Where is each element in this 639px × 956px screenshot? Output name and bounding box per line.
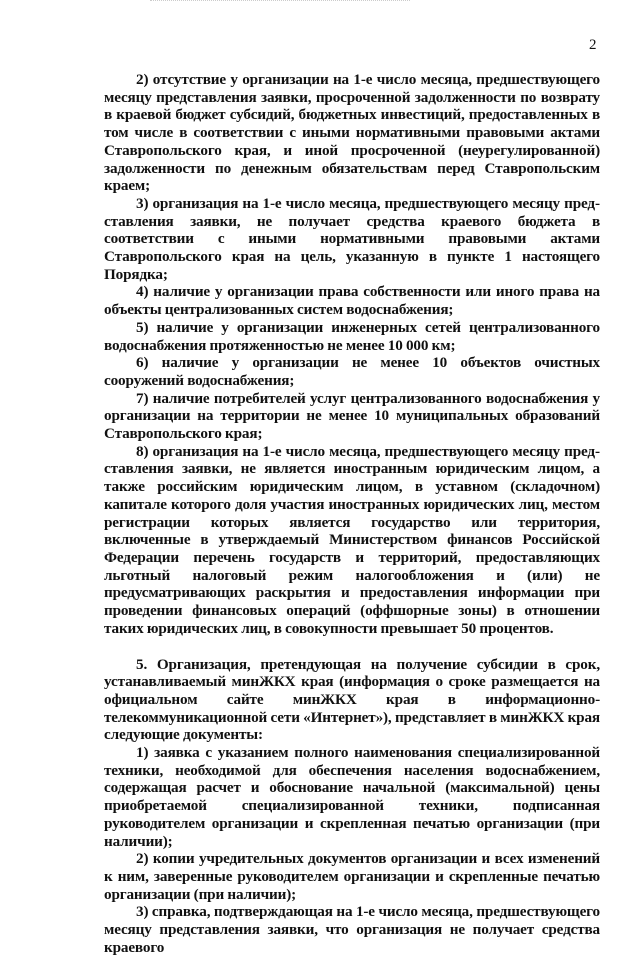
scan-artifact xyxy=(150,0,410,7)
paragraph-item-6: 6) наличие у организации не менее 10 объектов очистных сооружений водоснабжения; xyxy=(104,354,600,389)
section-gap xyxy=(104,638,600,656)
paragraph-section-5: 5. Организация, претендующая на получение субсидии в срок, устанавливаемый минЖКХ края (информация о сроке размещается на официальном сайте минЖКХ края в информационно-телекоммуникационной сети «Интернет»), представляет в минЖКХ края следующие документы: xyxy=(104,655,600,744)
paragraph-item-2: 2) отсутствие у организации на 1-е число месяца, предшествующего месяцу представления заявки, просроченной задолженности по возврату в краевой бюджет субсидий, бюджетных инвестиций, предоставленных в том числе в соответствии с иными нормативными правовыми актами Ставропольского края, и иной просроченной (неурегулированной) задолженности по денежным обязательствам перед Ставропольским краем; xyxy=(104,71,600,195)
paragraph-item-7: 7) наличие потребителей услуг централизованного водоснабжения у организации на территории не менее 10 муниципальных образований Ставропольского края; xyxy=(104,389,600,443)
paragraph-item-4: 4) наличие у организации права собственности или иного права на объекты централизованных систем водоснабжения; xyxy=(104,283,600,319)
paragraph-document-2: 2) копии учредительных документов организации и всех изменений к ним, заверенные руководителем организации и скрепленные печатью организации (при наличии); xyxy=(104,850,600,903)
paragraph-item-8: 8) организация на 1-е число месяца, предшествующего месяцу представления заявки, не является иностранным юридическим лицом, а также российским юридическим лицом, в уставном (складочном) капитале которого доля участия иностранных юридических лиц, местом регистрации которых является государство или территория, включенные в утверждаемый Министерством финансов Российской Федерации перечень государств и территорий, предоставляющих льготный налоговый режим налогообложения и (или) не предусматривающих раскрытия и предоставления информации при проведении финансовых операций (оффшорные зоны) в отношении таких юридических лиц, в совокупности превышает 50 процентов. xyxy=(104,442,600,637)
document-body xyxy=(104,71,600,956)
paragraph-document-3: 3) справка, подтверждающая на 1-е число месяца, предшествующего месяцу представления заявки, что организация не получает средства краевого xyxy=(104,903,600,956)
paragraph-item-5: 5) наличие у организации инженерных сетей централизованного водоснабжения протяженностью не менее 10 000 км; xyxy=(104,318,600,354)
page-number: 2 xyxy=(589,37,597,53)
paragraph-item-3: 3) организация на 1-е число месяца, предшествующего месяцу представления заявки, не получает средства краевого бюджета в соответствии с иными нормативными правовыми актами Ставропольского края на цель, указанную в пункте 1 настоящего Порядка; xyxy=(104,194,600,283)
paragraph-document-1: 1) заявка с указанием полного наименования специализированной техники, необходимой для обеспечения населения водоснабжением, содержащая расчет и обоснование начальной (максимальной) цены приобретаемой специализированной техники, подписанная руководителем организации и скрепленная печатью организации (при наличии); xyxy=(104,744,600,850)
